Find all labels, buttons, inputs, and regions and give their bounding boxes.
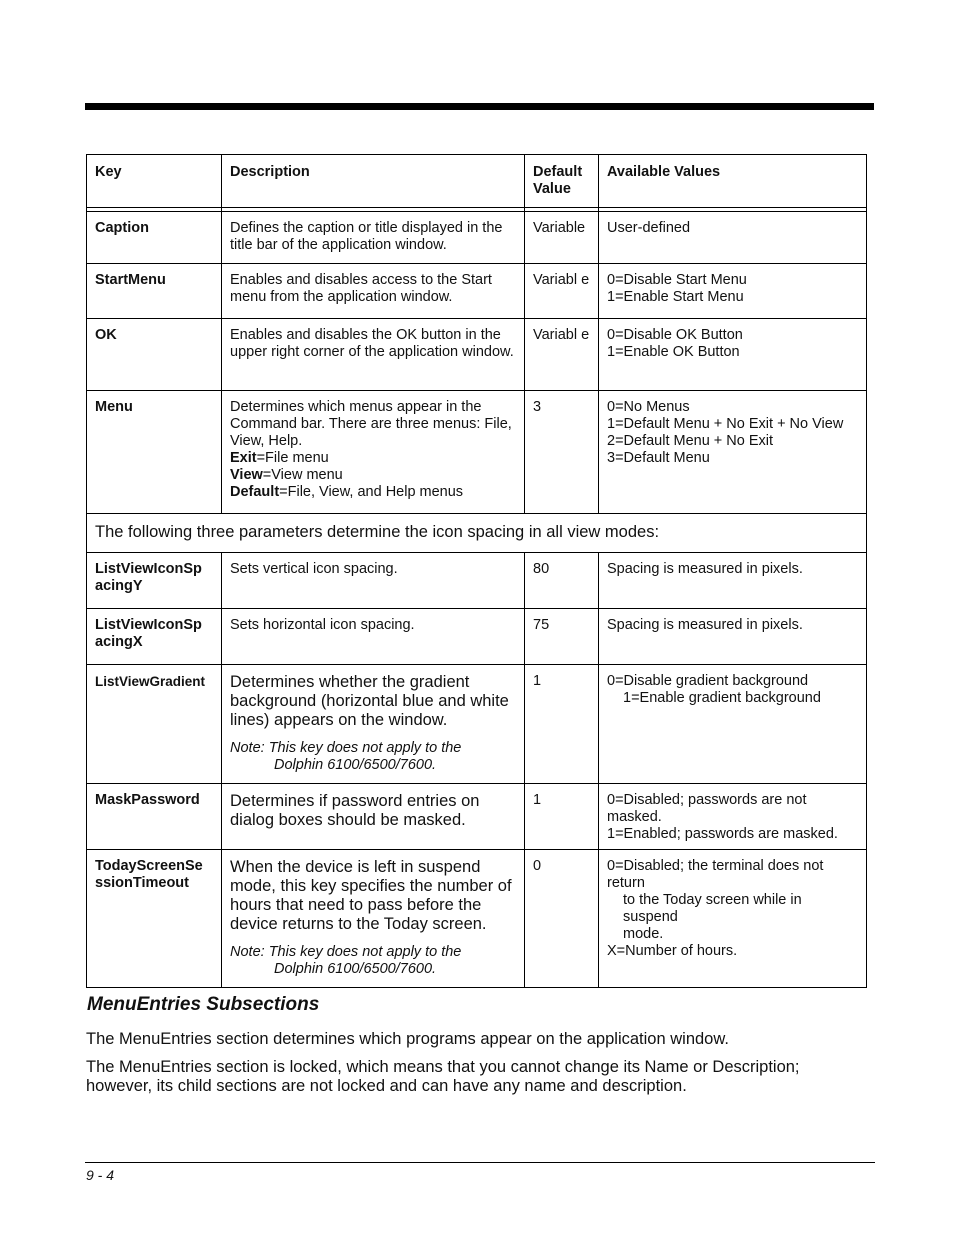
menu-item-text: =View menu	[262, 467, 343, 483]
value-line: 0=Disable Start Menu	[607, 272, 747, 288]
value-line: mode.	[623, 926, 664, 942]
row-values	[599, 319, 867, 391]
header-default-value: Default Value	[525, 155, 599, 208]
row-description	[222, 850, 525, 988]
value-line: 0=Disable OK Button	[607, 327, 743, 343]
table-row	[87, 264, 867, 319]
value-line: 1=Default Menu + No Exit + No View	[607, 416, 844, 432]
row-key: ListViewIconSp acingY	[87, 553, 222, 609]
note-text: This key does not apply to the	[268, 944, 462, 960]
value-line: 1=Enable gradient background	[623, 690, 821, 706]
menu-item-line	[230, 484, 516, 501]
value-line: 1=Enabled; passwords are masked.	[607, 826, 838, 842]
value-line: 0=Disable gradient background	[607, 673, 809, 689]
row-default: Variabl e	[525, 319, 599, 391]
table-span-row	[87, 514, 867, 553]
row-values	[599, 212, 867, 264]
note-label: Note:	[230, 944, 265, 960]
paragraph-1: The MenuEntries section determines which programs appear on the application window.	[86, 1030, 729, 1048]
description-text: Determines whether the gradient background (horizontal blue and white lines) appears on the window.	[230, 673, 509, 729]
note-text: This key does not apply to the	[268, 740, 462, 756]
header-key: Key	[87, 155, 222, 208]
row-values: Spacing is measured in pixels.	[599, 553, 867, 609]
table-row	[87, 391, 867, 514]
row-values	[599, 784, 867, 850]
note-text-continued: Dolphin 6100/6500/7600.	[274, 757, 437, 773]
row-key: ListViewIconSp acingX	[87, 609, 222, 665]
row-default: Variable	[525, 212, 599, 264]
top-rule	[85, 103, 874, 110]
value-line: 1=Enable OK Button	[607, 344, 740, 360]
row-default: 3	[525, 391, 599, 514]
menu-item-text: =File menu	[256, 450, 329, 466]
table-row	[87, 319, 867, 391]
menu-item-text: =File, View, and Help menus	[279, 484, 464, 500]
value-line: to the Today screen while in suspend	[623, 892, 802, 925]
bottom-rule	[85, 1162, 875, 1163]
value-line: 1=Enable Start Menu	[607, 289, 744, 305]
row-default: 80	[525, 553, 599, 609]
row-description: Enables and disables the OK button in the upper right corner of the application window.	[222, 319, 525, 391]
row-description	[222, 665, 525, 784]
value-line: User-defined	[607, 220, 691, 236]
row-description: Defines the caption or title displayed in the title bar of the application window.	[222, 212, 525, 264]
table-header-row	[87, 155, 867, 208]
row-key: TodayScreenSe ssionTimeout	[87, 850, 222, 988]
value-line: X=Number of hours.	[607, 943, 738, 959]
menu-item-label: Default	[230, 484, 280, 500]
row-default: Variabl e	[525, 264, 599, 319]
menu-item-line	[230, 450, 516, 467]
table-row	[87, 665, 867, 784]
value-line: 0=No Menus	[607, 399, 690, 415]
row-values	[599, 850, 867, 988]
table-row	[87, 784, 867, 850]
header-available-values: Available Values	[599, 155, 867, 208]
row-key: OK	[87, 319, 222, 391]
row-values	[599, 264, 867, 319]
section-heading: MenuEntries Subsections	[87, 994, 320, 1015]
value-line: 0=Disabled; the terminal does not return	[607, 858, 824, 891]
header-description: Description	[222, 155, 525, 208]
row-description: Determines if password entries on dialog boxes should be masked.	[222, 784, 525, 850]
menu-item-label: View	[230, 467, 263, 483]
value-line: 0=Disabled; passwords are not masked.	[607, 792, 807, 825]
menu-item-label: Exit	[230, 450, 257, 466]
table-row	[87, 553, 867, 609]
row-description: Sets horizontal icon spacing.	[222, 609, 525, 665]
row-default: 0	[525, 850, 599, 988]
table-row	[87, 609, 867, 665]
row-description: Sets vertical icon spacing.	[222, 553, 525, 609]
span-note: The following three parameters determine the icon spacing in all view modes:	[87, 514, 867, 553]
row-key: MaskPassword	[87, 784, 222, 850]
table-row	[87, 850, 867, 988]
note-text-continued: Dolphin 6100/6500/7600.	[274, 961, 437, 977]
row-values	[599, 665, 867, 784]
note-label: Note:	[230, 740, 265, 756]
row-key: ListViewGradient	[87, 665, 222, 784]
table-row	[87, 212, 867, 264]
row-default: 75	[525, 609, 599, 665]
row-values	[599, 391, 867, 514]
menu-item-line	[230, 467, 516, 484]
value-line: 3=Default Menu	[607, 450, 710, 466]
row-description	[222, 391, 525, 514]
description-text: When the device is left in suspend mode, this key specifies the number of hours that need to pass before the device returns to the Today screen.	[230, 858, 512, 933]
row-description: Enables and disables access to the Start menu from the application window.	[222, 264, 525, 319]
row-values: Spacing is measured in pixels.	[599, 609, 867, 665]
note	[230, 944, 516, 978]
note	[230, 740, 516, 774]
description-text: Determines which menus appear in the Command bar. There are three menus: File, View, Help.	[230, 399, 512, 449]
paragraph-2: The MenuEntries section is locked, which means that you cannot change its Name or Description; however, its child sections are not locked and can have any name and description.	[86, 1058, 800, 1095]
row-key: Caption	[87, 212, 222, 264]
parameters-table	[86, 154, 867, 988]
row-default: 1	[525, 665, 599, 784]
row-default: 1	[525, 784, 599, 850]
value-line: 2=Default Menu + No Exit	[607, 433, 774, 449]
row-key: StartMenu	[87, 264, 222, 319]
row-key: Menu	[87, 391, 222, 514]
page-number: 9 - 4	[86, 1167, 115, 1183]
